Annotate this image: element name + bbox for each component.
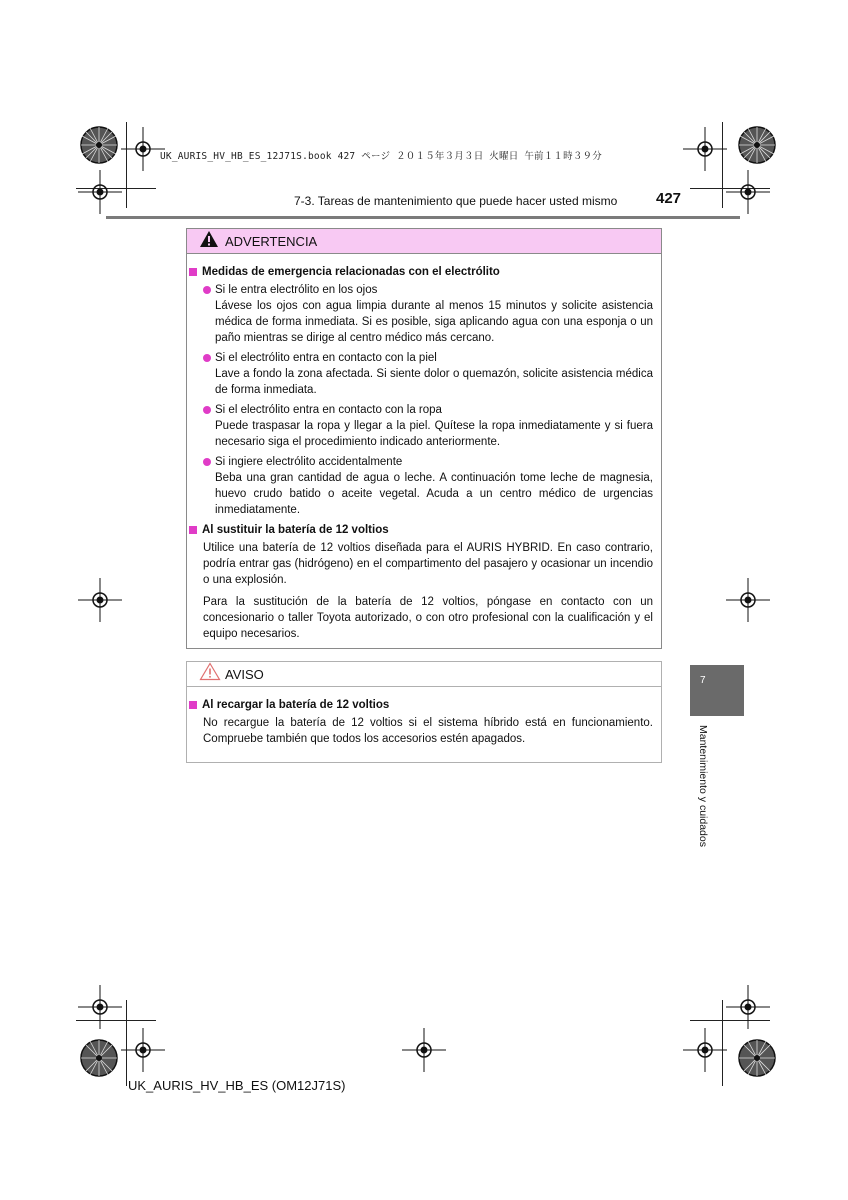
list-item: [203, 282, 653, 346]
registration-mark-icon: [726, 170, 770, 214]
list-item: [203, 454, 653, 518]
notice-content: [187, 687, 661, 747]
list-item: [203, 402, 653, 450]
registration-mark-icon: [726, 578, 770, 622]
list-item-body: Lávese los ojos con agua limpia durante al menos 15 minutos y solicite asistencia médica de forma inmediata. Si es posible, siga aplicando agua con una esponja o un paño mientras se dirige al centro médico más cercano.: [215, 300, 653, 344]
warning-box: [186, 228, 662, 649]
rosette-icon: [79, 1038, 119, 1078]
notice-header: [187, 662, 661, 687]
section-heading: [189, 522, 653, 538]
list-item-title: Si el electrólito entra en contacto con la ropa: [215, 404, 442, 416]
notice-title: AVISO: [225, 666, 264, 682]
list-item-body: Beba una gran cantidad de agua o leche. A continuación tome leche de magnesia, huevo crudo batido o aceite vegetal. Acuda a un centro médico de urgencias inmediatamente.: [215, 472, 653, 516]
section-heading-text: Al recargar la batería de 12 voltios: [202, 699, 390, 711]
paragraph: Utilice una batería de 12 voltios diseñada para el AURIS HYBRID. En caso contrario, podría entrar gas (hidrógeno) en el compartimento del pasajero y ocasionar un incendio o una explosión.: [203, 542, 653, 586]
warning-header: [187, 229, 661, 254]
round-bullet-icon: [203, 286, 211, 294]
round-bullet-icon: [203, 458, 211, 466]
section-heading-text: Al sustituir la batería de 12 voltios: [202, 524, 389, 536]
square-bullet-icon: [189, 526, 197, 534]
chapter-tab: [690, 665, 744, 716]
registration-mark-icon: [726, 985, 770, 1029]
registration-mark-icon: [78, 985, 122, 1029]
section-heading: [189, 697, 653, 713]
round-bullet-icon: [203, 354, 211, 362]
square-bullet-icon: [189, 701, 197, 709]
rosette-icon: [737, 1038, 777, 1078]
round-bullet-icon: [203, 406, 211, 414]
registration-mark-icon: [78, 170, 122, 214]
registration-mark-icon: [402, 1028, 446, 1072]
warning-content: [187, 254, 661, 642]
list-item-title: Si el electrólito entra en contacto con la piel: [215, 352, 437, 364]
list-item-title: Si ingiere electrólito accidentalmente: [215, 456, 403, 468]
rosette-icon: [737, 125, 777, 165]
registration-mark-icon: [683, 127, 727, 171]
square-bullet-icon: [189, 268, 197, 276]
section-heading-text: Medidas de emergencia relacionadas con el electrólito: [202, 266, 500, 278]
section-title: 7-3. Tareas de mantenimiento que puede hacer usted mismo: [294, 194, 618, 208]
warning-title: ADVERTENCIA: [225, 233, 318, 249]
footer-code: UK_AURIS_HV_HB_ES (OM12J71S): [128, 1078, 346, 1093]
list-item-title: Si le entra electrólito en los ojos: [215, 284, 378, 296]
header-rule: [106, 216, 740, 219]
notice-box: [186, 661, 662, 763]
registration-mark-icon: [121, 1028, 165, 1072]
registration-mark-icon: [683, 1028, 727, 1072]
caution-triangle-icon: [199, 662, 221, 686]
warning-triangle-icon: [199, 230, 219, 253]
book-info-line: UK_AURIS_HV_HB_ES_12J71S.book 427 ページ ２０１５年３月３日 火曜日 午前１１時３９分: [160, 151, 602, 162]
page-number: 427: [656, 190, 682, 207]
rosette-icon: [79, 125, 119, 165]
list-item-body: Puede traspasar la ropa y llegar a la piel. Quítese la ropa inmediatamente y si fuera necesario siga el procedimiento indicado anteriormente.: [215, 420, 653, 448]
registration-mark-icon: [121, 127, 165, 171]
paragraph: No recargue la batería de 12 voltios si el sistema híbrido está en funcionamiento. Compruebe también que todos los accesorios estén apagados.: [203, 717, 653, 745]
section-heading: [189, 264, 653, 280]
list-item: [203, 350, 653, 398]
paragraph: Para la sustitución de la batería de 12 voltios, póngase en contacto con un concesionario o taller Toyota autorizado, o con otro profesional con la cualificación y el equipo necesarios.: [203, 596, 653, 640]
registration-mark-icon: [78, 578, 122, 622]
chapter-label: Mantenimiento y cuidados: [697, 725, 709, 847]
chapter-number: 7: [700, 675, 706, 686]
list-item-body: Lave a fondo la zona afectada. Si siente dolor o quemazón, solicite asistencia médica de forma inmediata.: [215, 368, 653, 396]
